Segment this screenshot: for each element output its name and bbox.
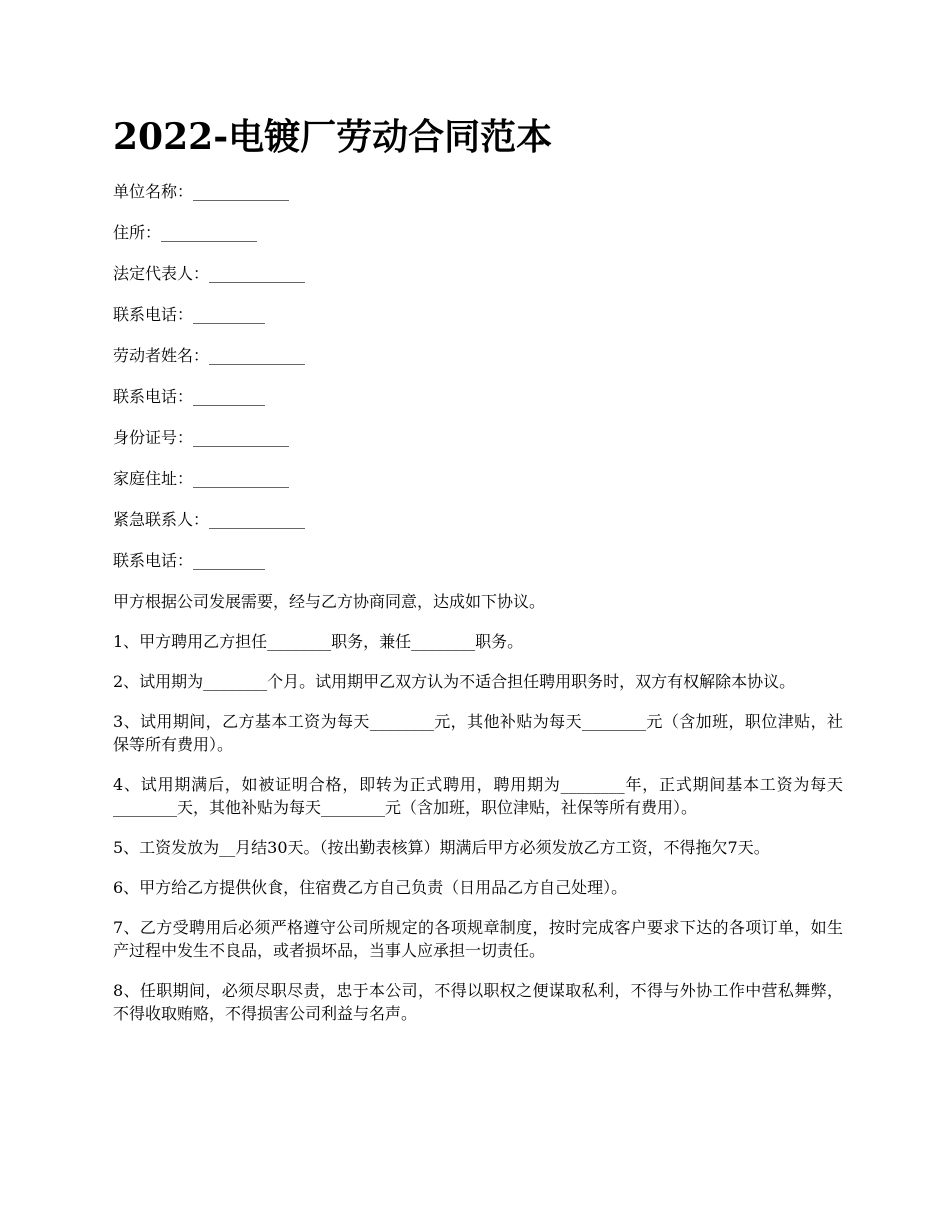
field-worker-name: 劳动者姓名：____________: [113, 346, 306, 365]
field-home-address: 家庭住址：____________: [113, 469, 290, 488]
field-id-number: 身份证号：____________: [113, 428, 290, 447]
clause-7: 7、乙方受聘用后必须严格遵守公司所规定的各项规章制度，按时完成客户要求下达的各项订单，如生产过程中发生不良品，或者损坏品，当事人应承担一切责任。: [113, 918, 843, 960]
clause-2: 2、试用期为________个月。试用期甲乙双方认为不适合担任聘用职务时，双方有权解除本协议。: [113, 672, 796, 691]
clause-4: 4、试用期满后，如被证明合格，即转为正式聘用，聘用期为________年，正式期间基本工资为每天________天，其他补贴为每天________元（含加班，职位津贴，社保等所有费用）。: [113, 775, 843, 817]
field-company-address: 住所：____________: [113, 223, 258, 242]
document-page: [113, 112, 843, 1042]
clause-8: 8、任职期间，必须尽职尽责，忠于本公司，不得以职权之便谋取私利，不得与外协工作中营私舞弊，不得收取贿赂，不得损害公司利益与名声。: [113, 981, 843, 1023]
clause-6: 6、甲方给乙方提供伙食，住宿费乙方自己负责（日用品乙方自己处理）。: [113, 878, 628, 897]
field-emergency-phone: 联系电话：_________: [113, 551, 266, 570]
field-emergency-contact: 紧急联系人：____________: [113, 510, 306, 529]
clauses-section: [113, 630, 843, 1025]
document-title: 2022-电镀厂劳动合同范本: [113, 116, 553, 158]
field-worker-phone: 联系电话：_________: [113, 387, 266, 406]
field-company-phone: 联系电话：_________: [113, 305, 266, 324]
clause-3: 3、试用期间，乙方基本工资为每天________元，其他补贴为每天________元（含加班，职位津贴，社保等所有费用）。: [113, 712, 843, 754]
field-company-name: 单位名称：____________: [113, 182, 290, 201]
clause-5: 5、工资发放为__月结30天。（按出勤表核算）期满后甲方必须发放乙方工资，不得拖欠7天。: [113, 838, 770, 857]
party-info-section: [113, 180, 843, 573]
intro-paragraph: 甲方根据公司发展需要，经与乙方协商同意，达成如下协议。: [113, 592, 546, 611]
field-legal-representative: 法定代表人：____________: [113, 264, 306, 283]
clause-1: 1、甲方聘用乙方担任________职务，兼任________职务。: [113, 632, 524, 651]
